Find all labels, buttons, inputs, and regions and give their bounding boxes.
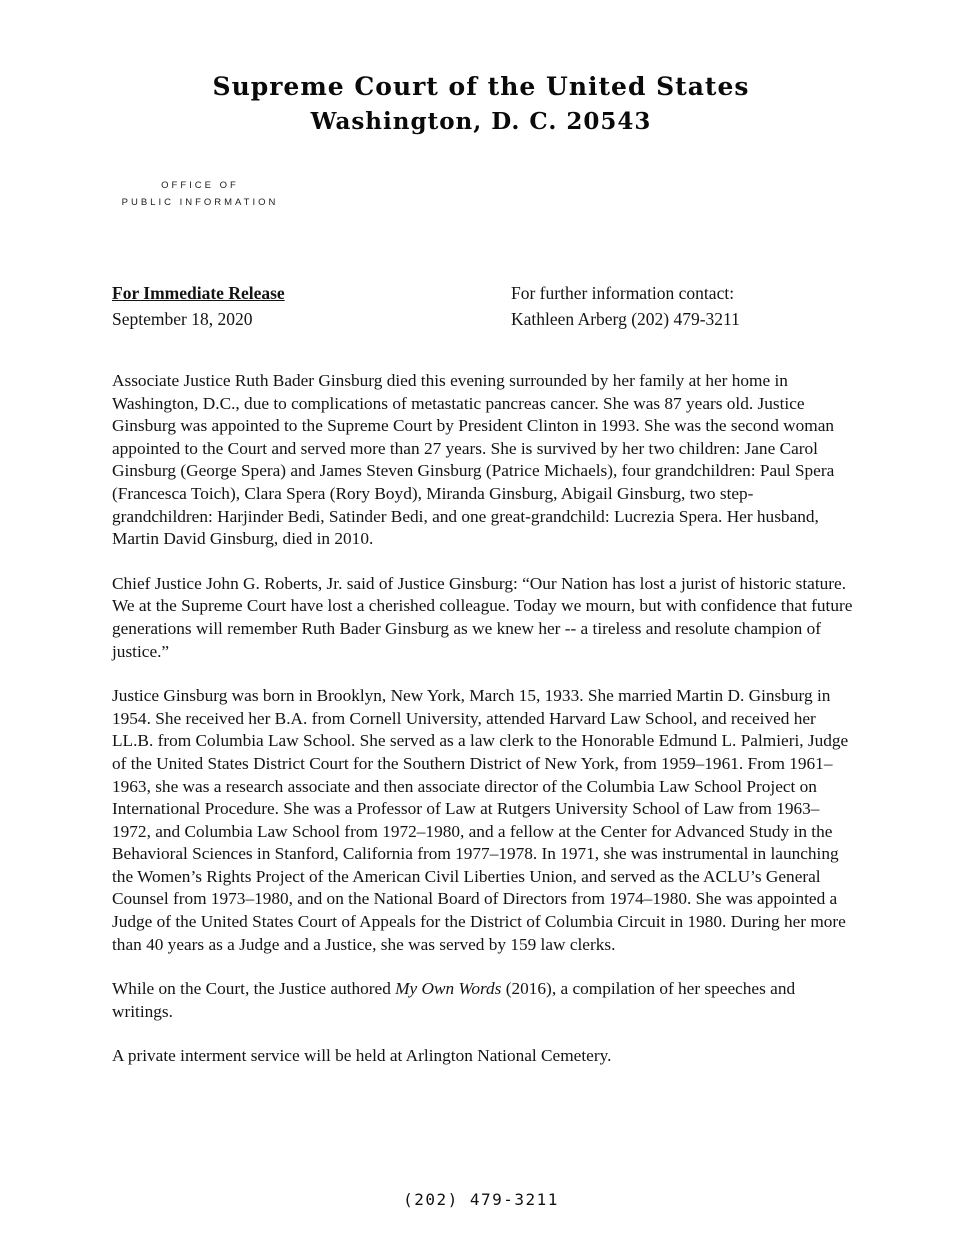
- paragraph-text: (2016), a compilation of her speeches and writings.: [112, 979, 796, 1021]
- release-right-column: [511, 283, 740, 330]
- letterhead-court-name: Supreme Court of the United States: [212, 72, 750, 101]
- footer-phone-number: (202) 479-3211: [403, 1190, 559, 1209]
- paragraph-text: While on the Court, the Justice authored: [112, 979, 396, 999]
- paragraph: [112, 573, 854, 663]
- paragraph-text: A private interment service will be held at Arlington National Cemetery.: [112, 1046, 612, 1066]
- paragraph: [112, 685, 854, 956]
- paragraph-text: Chief Justice John G. Roberts, Jr. said of Justice Ginsburg: “Our Nation has lost a jurist of historic stature. We at the Supreme Court have lost a cherished colleague. Today we mourn, but with confidence that future generations will remember Ruth Bader Ginsburg as we knew her -- a tireless and resolute champion of justice.”: [112, 573, 853, 661]
- contact-name-phone: Kathleen Arberg (202) 479-3211: [511, 309, 740, 329]
- paragraph-text: Associate Justice Ruth Bader Ginsburg died this evening surrounded by her family at her home in Washington, D.C., due to complications of metastatic pancreas cancer. She was 87 years old. Justice Ginsburg was appointed to the Supreme Court by President Clinton in 1993. She was the second woman appointed to the Court and served more than 27 years. She is survived by her two children: Jane Carol Ginsburg (George Spera) and James Steven Ginsburg (Patrice Michaels), four grandchildren: Paul Spera (Francesca Toich), Clara Spera (Rory Boyd), Miranda Ginsburg, Abigail Ginsburg, two step-grandchildren: Harjinder Bedi, Satinder Bedi, and one great-grandchild: Lucrezia Spera. Her husband, Martin David Ginsburg, died in 2010.: [112, 371, 835, 549]
- letterhead: [0, 72, 962, 135]
- paragraph: [112, 978, 854, 1023]
- for-immediate-release-label: For Immediate Release: [112, 283, 285, 303]
- public-information-label: PUBLIC INFORMATION: [121, 197, 279, 208]
- contact-label: For further information contact:: [511, 283, 735, 303]
- release-left-column: [112, 283, 511, 330]
- office-of-public-information-block: [112, 180, 288, 208]
- book-title-italic: My Own Words: [395, 979, 502, 999]
- paragraph: [112, 370, 854, 551]
- release-date: September 18, 2020: [112, 309, 253, 329]
- body-paragraphs: [112, 370, 854, 1090]
- letterhead-address: Washington, D. C. 20543: [310, 108, 652, 135]
- office-of-label: OFFICE OF: [161, 180, 239, 191]
- release-header-row: [112, 283, 852, 330]
- paragraph-text: Justice Ginsburg was born in Brooklyn, New York, March 15, 1933. She married Martin D. Ginsburg in 1954. She received her B.A. from Cornell University, attended Harvard Law School, and received her LL.B. from Columbia Law School. She served as a law clerk to the Honorable Edmund L. Palmieri, Judge of the United States District Court for the Southern District of New York, from 1959–1961. From 1961–1963, she was a research associate and then associate director of the Columbia Law School Project on International Procedure. She was a Professor of Law at Rutgers University School of Law from 1963–1972, and Columbia Law School from 1972–1980, and a fellow at the Center for Advanced Study in the Behavioral Sciences in Stanford, California from 1977–1978. In 1971, she was instrumental in launching the Women’s Rights Project of the American Civil Liberties Union, and served as the ACLU’s General Counsel from 1973–1980, and on the National Board of Directors from 1974–1980. She was appointed a Judge of the United States Court of Appeals for the District of Columbia Circuit in 1980. During her more than 40 years as a Judge and a Justice, she was served by 159 law clerks.: [112, 686, 849, 954]
- paragraph: [112, 1045, 854, 1068]
